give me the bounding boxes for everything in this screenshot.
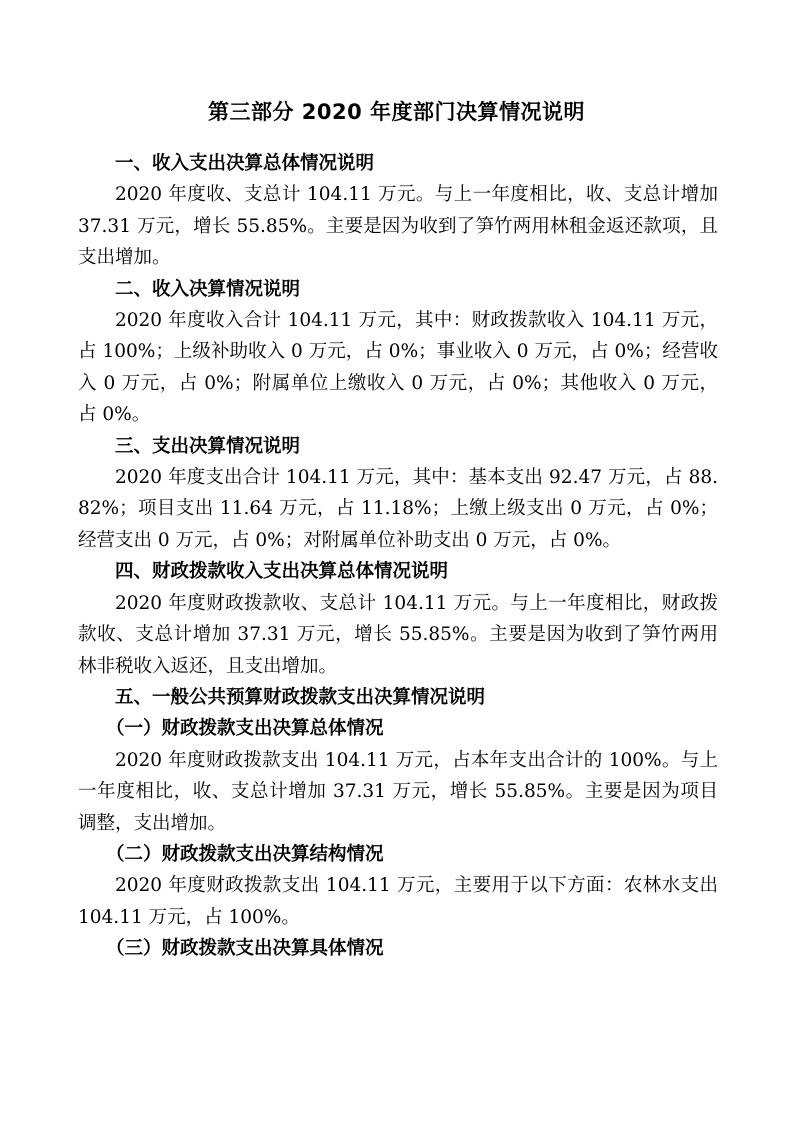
section-heading: 二、收入决算情况说明	[115, 278, 301, 300]
document-body	[78, 148, 718, 965]
subsection-heading: （二）财政拨款支出决算结构情况	[106, 843, 384, 865]
section-heading: 三、支出决算情况说明	[115, 435, 301, 457]
section-heading: 四、财政拨款收入支出决算总体情况说明	[115, 561, 449, 583]
subsection-heading: （一）财政拨款支出决算总体情况	[106, 718, 384, 740]
section-paragraph: 2020 年度收、支总计 104.11 万元。与上一年度相比，收、支总计增加 37.31 万元，增长 55.85%。主要是因为收到了笋竹两用林租金返还款项，且支出增加。	[78, 184, 718, 269]
section-paragraph: 2020 年度财政拨款收、支总计 104.11 万元。与上一年度相比，财政拨款收、支总计增加 37.31 万元，增长 55.85%。主要是因为收到了笋竹两用林非税收入返还，且支出增加。	[78, 592, 718, 677]
subsection-paragraph: 2020 年度财政拨款支出 104.11 万元，主要用于以下方面：农林水支出 104.11 万元，占 100%。	[78, 875, 718, 928]
section-paragraph: 2020 年度支出合计 104.11 万元，其中：基本支出 92.47 万元，占 88.82%；项目支出 11.64 万元，占 11.18%；上缴上级支出 0 万元，占 0%；经营支出 0 万元，占 0%；对附属单位补助支出 0 万元，占 0%。	[78, 467, 718, 551]
section-paragraph: 2020 年度收入合计 104.11 万元，其中：财政拨款收入 104.11 万元，占 100%；上级补助收入 0 万元，占 0%；事业收入 0 万元，占 0%；经营收入 0 万元，占 0%；附属单位上缴收入 0 万元，占 0%；其他收入 0 万元，占 0%。	[78, 310, 718, 426]
section-heading: 一、收入支出决算总体情况说明	[115, 153, 375, 174]
section-heading: 五、一般公共预算财政拨款支出决算情况说明	[115, 686, 486, 708]
subsection-heading: （三）财政拨款支出决算具体情况	[106, 938, 384, 960]
page-title: 第三部分 2020 年度部门决算情况说明	[207, 100, 586, 124]
subsection-paragraph: 2020 年度财政拨款支出 104.11 万元，占本年支出合计的 100%。与上一年度相比，收、支总计增加 37.31 万元，增长 55.85%。主要是因为项目调整，支出增加。	[78, 749, 718, 834]
